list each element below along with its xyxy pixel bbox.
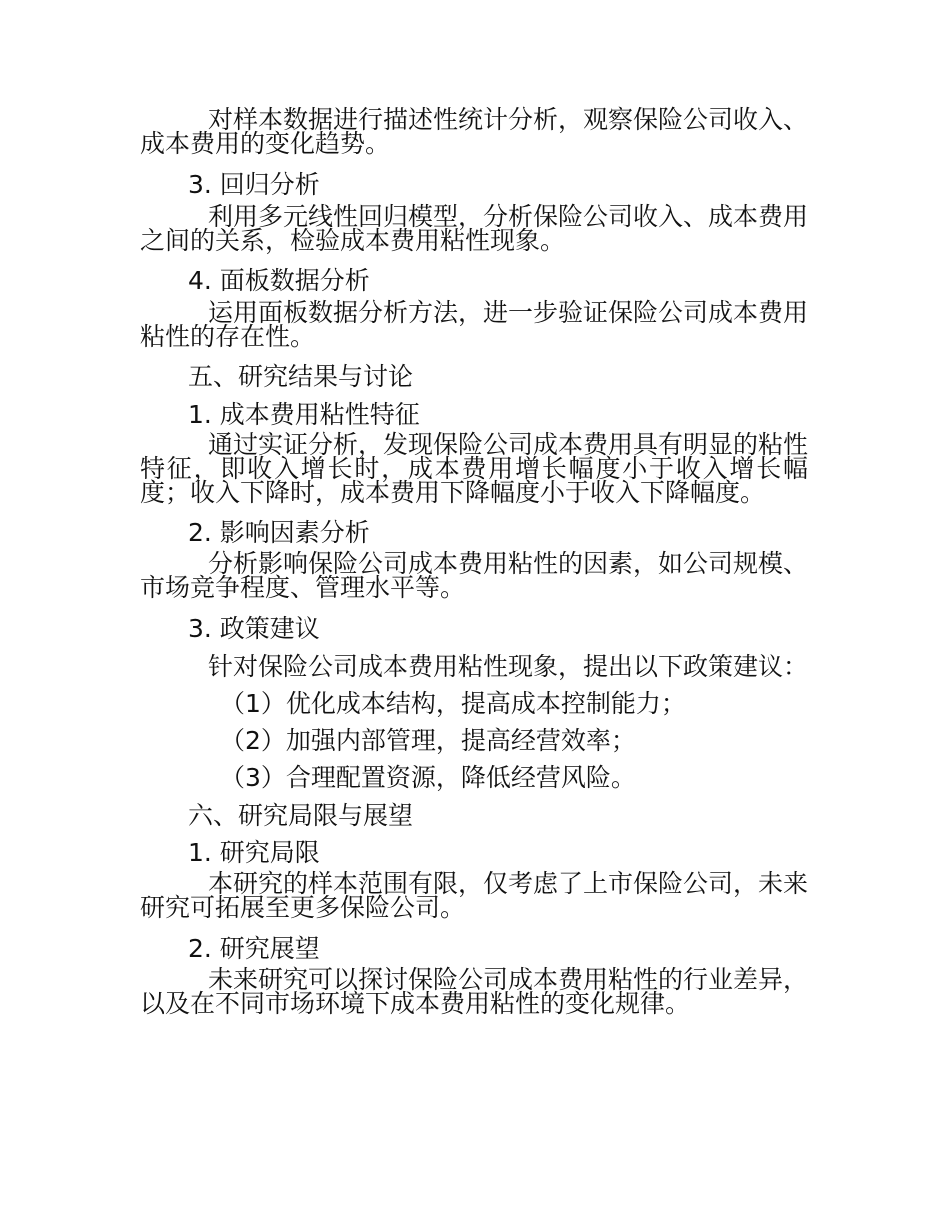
paragraph-descriptive-statistics: 对样本数据进行描述性统计分析，观察保险公司收入、成本费用的变化趋势。 <box>140 105 809 158</box>
policy-item-1: （1）优化成本结构，提高成本控制能力； <box>220 689 686 718</box>
paragraph-panel-data-analysis: 运用面板数据分析方法，进一步验证保险公司成本费用粘性的存在性。 <box>140 298 809 351</box>
heading-influencing-factors: 2. 影响因素分析 <box>188 518 370 547</box>
heading-research-limitations: 1. 研究局限 <box>188 838 320 867</box>
paragraph-research-limitations: 本研究的样本范围有限，仅考虑了上市保险公司，未来研究可拓展至更多保险公司。 <box>140 869 809 922</box>
paragraph-policy-intro: 针对保险公司成本费用粘性现象，提出以下政策建议： <box>208 652 809 681</box>
paragraph-research-outlook: 未来研究可以探讨保险公司成本费用粘性的行业差异，以及在不同市场环境下成本费用粘性的变化规律。 <box>140 965 809 1018</box>
heading-cost-stickiness-features: 1. 成本费用粘性特征 <box>188 400 420 429</box>
paragraph-cost-stickiness-features: 通过实证分析，发现保险公司成本费用具有明显的粘性特征，即收入增长时，成本费用增长幅度小于收入增长幅度；收入下降时，成本费用下降幅度小于收入下降幅度。 <box>140 430 809 507</box>
policy-item-2: （2）加强内部管理，提高经营效率； <box>220 726 636 755</box>
heading-regression-analysis: 3. 回归分析 <box>188 170 320 199</box>
section-six-heading: 六、研究局限与展望 <box>188 801 414 830</box>
heading-policy-suggestions: 3. 政策建议 <box>188 614 320 643</box>
heading-research-outlook: 2. 研究展望 <box>188 934 320 963</box>
paragraph-regression-analysis: 利用多元线性回归模型，分析保险公司收入、成本费用之间的关系，检验成本费用粘性现象。 <box>140 202 809 255</box>
heading-panel-data-analysis: 4. 面板数据分析 <box>188 266 370 295</box>
policy-item-3: （3）合理配置资源，降低经营风险。 <box>220 763 636 792</box>
paragraph-influencing-factors: 分析影响保险公司成本费用粘性的因素，如公司规模、市场竞争程度、管理水平等。 <box>140 549 809 602</box>
section-five-heading: 五、研究结果与讨论 <box>188 362 414 391</box>
